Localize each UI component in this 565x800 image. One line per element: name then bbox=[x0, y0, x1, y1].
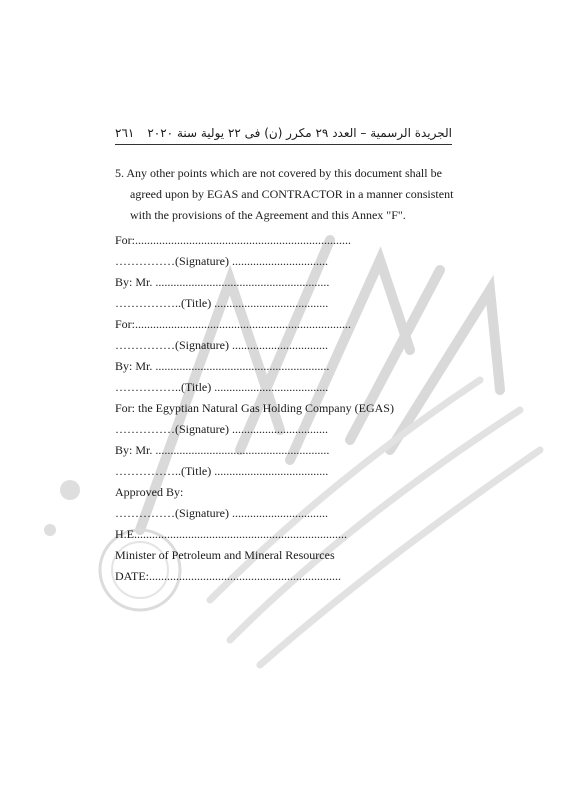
clause-line-3: with the provisions of the Agreement and this Annex "F". bbox=[130, 208, 406, 222]
title-line-3: ……………..(Title) ...................................... bbox=[115, 464, 329, 478]
signature-line-1: ……………(Signature) ................................ bbox=[115, 254, 328, 268]
for-line-1: For:........................................................................ bbox=[115, 233, 352, 247]
by-line-1: By: Mr. .......................................................... bbox=[115, 275, 330, 289]
signature-line-4: ……………(Signature) ................................ bbox=[115, 506, 328, 520]
approved-by-label: Approved By: bbox=[115, 485, 184, 499]
by-line-3: By: Mr. .......................................................... bbox=[115, 443, 330, 457]
he-line: H.E....................................................................... bbox=[115, 527, 347, 541]
signature-line-2: ……………(Signature) ................................ bbox=[115, 338, 328, 352]
minister-line: Minister of Petroleum and Mineral Resources bbox=[115, 548, 335, 562]
signature-line-3: ……………(Signature) ................................ bbox=[115, 422, 328, 436]
clause-5 bbox=[115, 163, 455, 226]
clause-line-2: agreed upon by EGAS and CONTRACTOR in a manner consistent bbox=[130, 187, 454, 201]
document-body bbox=[115, 163, 455, 587]
date-line: DATE:................................................................ bbox=[115, 569, 341, 583]
title-line-2: ……………..(Title) ...................................... bbox=[115, 380, 329, 394]
for-line-2: For:........................................................................ bbox=[115, 317, 352, 331]
clause-line-1: 5. Any other points which are not covered by this document shall be bbox=[115, 166, 442, 180]
gazette-title: الجريدة الرسمية – العدد ٢٩ مكرر (ن) فى ٢٢ يولية سنة ٢٠٢٠ bbox=[147, 126, 452, 140]
page-header bbox=[115, 124, 452, 145]
by-line-2: By: Mr. .......................................................... bbox=[115, 359, 330, 373]
page-number: ٢٦١ bbox=[115, 126, 135, 140]
title-line-1: ……………..(Title) ...................................... bbox=[115, 296, 329, 310]
for-egas-line: For: the Egyptian Natural Gas Holding Company (EGAS) bbox=[115, 401, 394, 415]
